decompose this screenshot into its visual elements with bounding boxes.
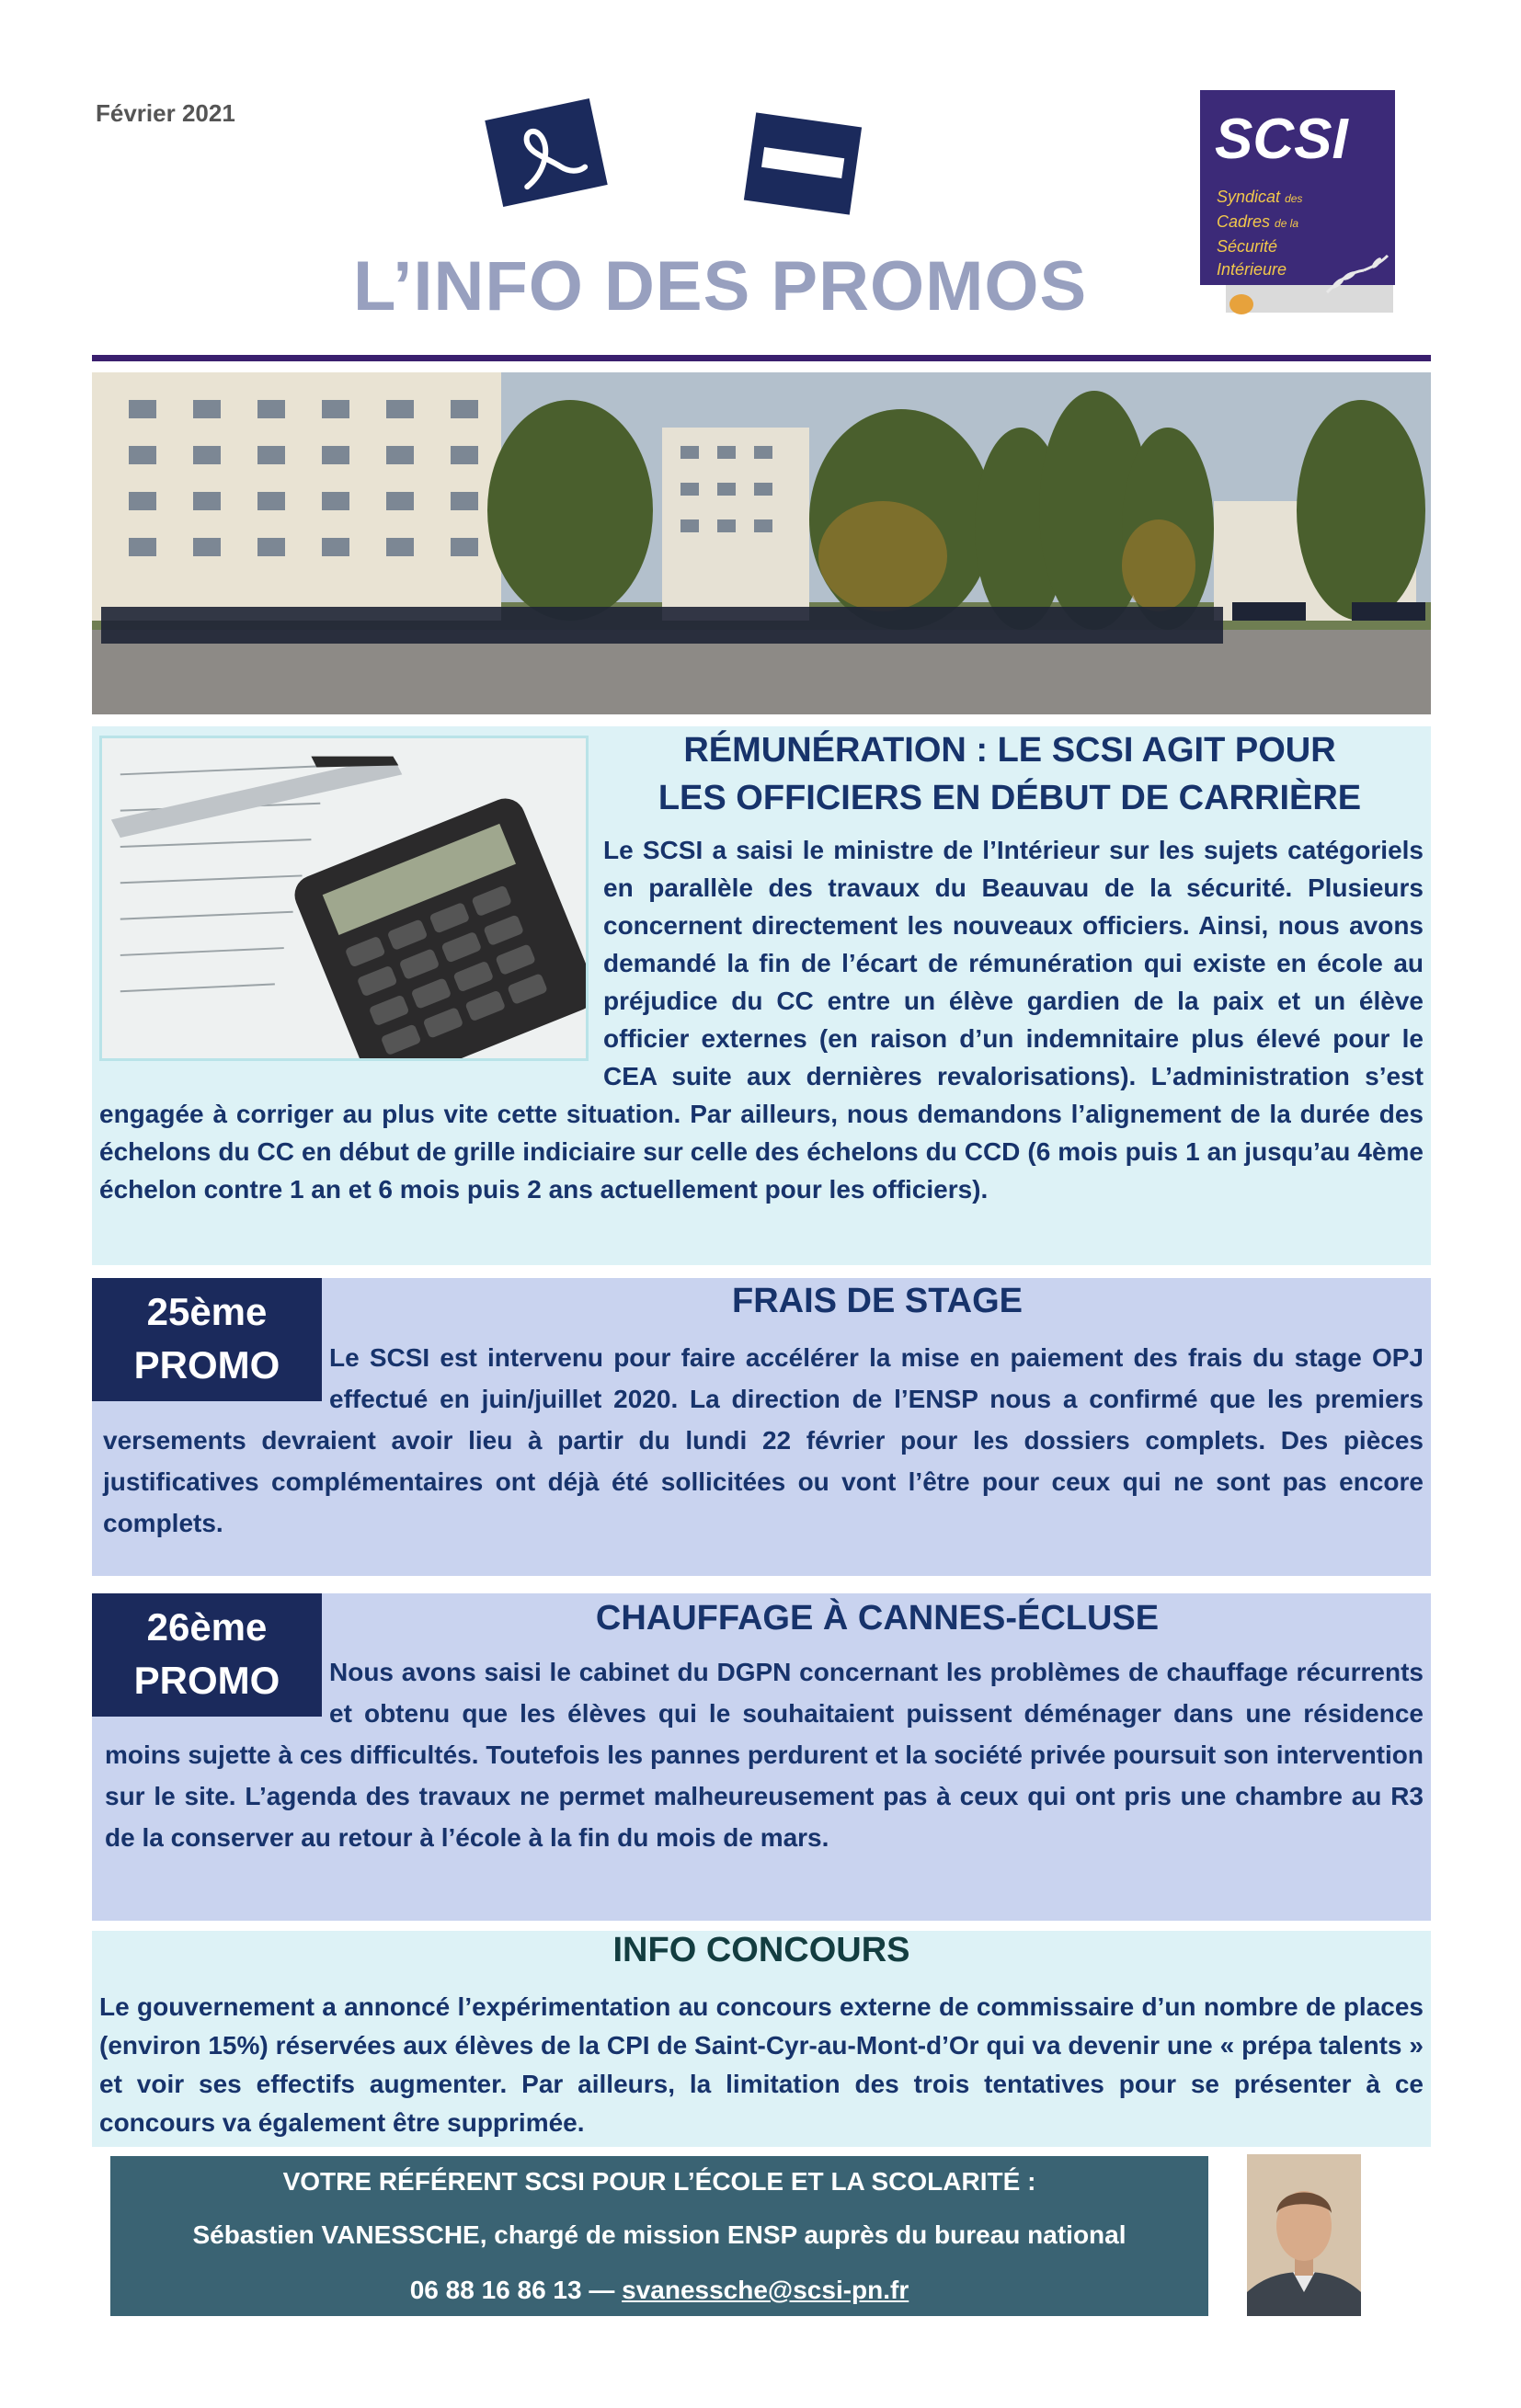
cfe-badge-icon [1229,294,1253,314]
section-body-remuneration-wrap [99,725,1424,1208]
text-wrap-spacer [99,1278,329,1403]
text-wrap-spacer [99,725,603,1083]
parade-illustration [92,372,1431,714]
promo-ribbon-logo [485,98,607,207]
referent-contact [110,2276,1208,2305]
section-heading-concours: INFO CONCOURS [612,1931,910,1969]
referent-email-link[interactable]: svanessche@scsi-pn.fr [622,2276,909,2304]
referent-portrait [1247,2154,1361,2316]
logo-line3: Sécurité [1217,237,1278,256]
section-frais-de-stage [92,1278,1431,1576]
referent-phone: 06 88 16 86 13 — [409,2276,615,2304]
ribbon-loop-icon [485,98,607,207]
logo-line2: Cadres [1217,212,1271,231]
issue-date: Février 2021 [96,99,235,127]
section-heading-chauffage: CHAUFFAGE À CANNES-ÉCLUSE [595,1599,1160,1638]
logo-line4: Intérieure [1217,260,1287,279]
promo-badge-label: PROMO [133,1659,280,1702]
text-wrap-spacer [99,1593,329,1718]
promo-badge-label: PROMO [133,1343,280,1387]
section-body-chauffage-wrap [99,1593,1424,1858]
promo-badge-number: 25ème [146,1290,268,1333]
promo-badge-number: 26ème [146,1605,268,1649]
logo-subtitle [1217,186,1302,281]
section-body-frais: Le SCSI est intervenu pour faire accélérer la mise en paiement des frais du stage OPJ effectué en juin/juillet 2020. La direction de l’ENSP nous a confirmé que les premiers versements devraient avoir lieu à partir du lundi 22 février pour les dossiers complets. Des pièces justificatives complémentaires ont déjà été sollicitées ou vont l’être pour ceux qui ne sont pas encore complets. [103,1343,1424,1537]
logo-name: SCSI [1215,108,1348,171]
heading-line-2: LES OFFICIERS EN DÉBUT DE CARRIÈRE [658,779,1362,817]
laurel-icon [1318,252,1393,298]
section-body-remuneration: Le SCSI a saisi le ministre de l’Intérieur sur les sujets catégoriels en parallèle des travaux du Beauvau de la sécurité. Plusieurs concernent directement les nouveaux officiers. Ainsi, nous avons demandé la fin de l’écart de rémunération qui existe en école au préjudice du CC entre un élève gardien de la paix et un élève officier externes (en raison d’un indemnitaire plus élevé pour le CEA suite aux dernières revalorisations). L’administration s’est engagée à corriger au plus vite cette situation. Par ailleurs, nous demandons l’alignement de la durée des échelons du CC en début de grille indiciaire sur celle des échelons du CCD (6 mois puis 1 an jusqu’au 4ème échelon contre 1 an et 6 mois puis 2 ans actuellement pour les officiers). [99,836,1424,1204]
referent-name: Sébastien VANESSCHE, chargé de mission ENSP auprès du bureau national [192,2220,1126,2249]
section-body-frais-wrap [99,1278,1424,1544]
section-body-chauffage: Nous avons saisi le cabinet du DGPN concernant les problèmes de chauffage récurrents et obtenu que les élèves qui le souhaitaient puissent déménager dans une résidence moins sujette à ces difficultés. Toutefois les pannes perdurent et la société privée poursuit son intervention sur le site. L’agenda des travaux ne permet malheureusement pas à ceux qui ont pris une chambre au R3 de la conserver au retour à l’école à la fin du mois de mars. [105,1658,1424,1852]
section-info-concours [92,1931,1431,2147]
scsi-logo [1200,90,1393,287]
referent-band [110,2156,1208,2316]
logo-line1-small: des [1285,192,1303,205]
logo-line1: Syndicat [1217,188,1281,206]
bar-insignia-icon [744,112,862,214]
portrait-illustration [1247,2154,1361,2316]
heading-line-1: RÉMUNÉRATION : LE SCSI AGIT POUR [683,731,1336,770]
header-rule [92,355,1431,361]
page-title: L’INFO DES PROMOS [353,247,1088,325]
hero-photo-school-parade [92,372,1431,714]
section-body-concours: Le gouvernement a annoncé l’expérimentation au concours externe de commissaire d’un nombre de places (environ 15%) réservées aux élèves de la CPI de Saint-Cyr-au-Mont-d’Or qui va devenir une « prépa talents » et voir ses effectifs augmenter. Par ailleurs, la limitation des trois tentatives pour se présenter à ce concours va également être supprimée. [99,1992,1424,2137]
referent-title: VOTRE RÉFÉRENT SCSI POUR L’ÉCOLE ET LA SCOLARITÉ : [282,2167,1036,2196]
logo-line2-small: de la [1275,217,1299,230]
logo-box [1200,90,1395,285]
section-heading-frais: FRAIS DE STAGE [732,1282,1023,1320]
section-remuneration [92,726,1431,1265]
section-chauffage [92,1593,1431,1921]
promo-bar-logo [744,112,862,214]
